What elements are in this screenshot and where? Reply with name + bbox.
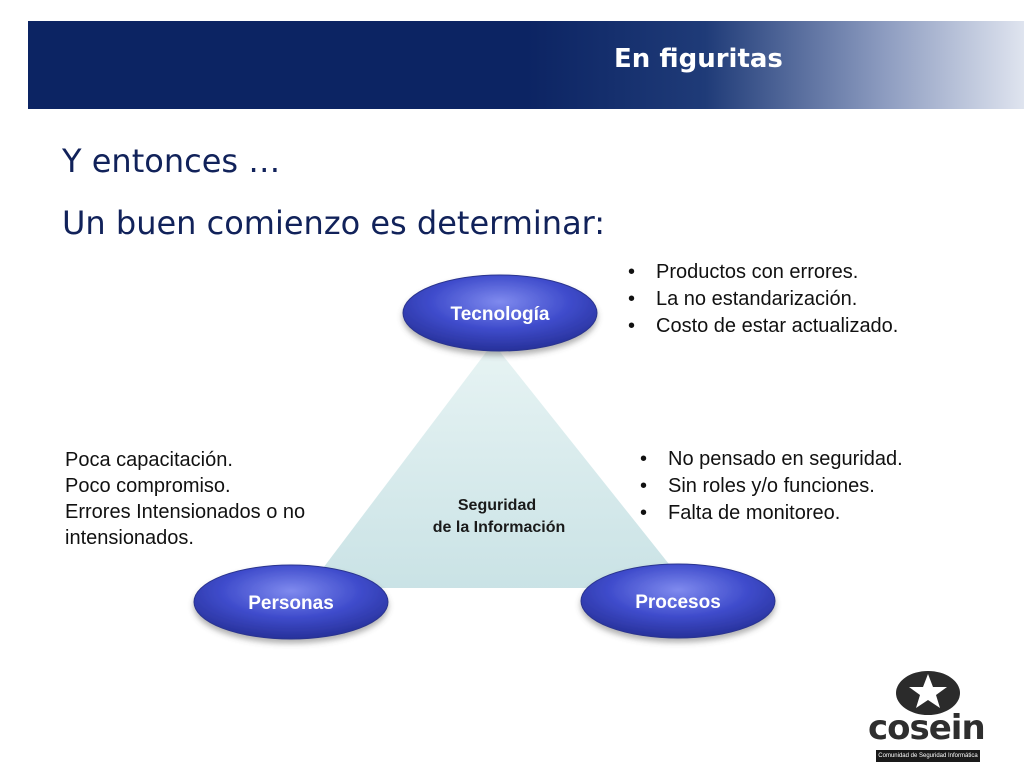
personas-issue: intensionados. <box>65 527 194 549</box>
personas-issue: Errores Intensionados o no <box>65 501 306 523</box>
procesos-issue: • No pensado en seguridad. <box>640 446 903 473</box>
tecnologia-issue: • La no estandarización. <box>628 286 898 313</box>
procesos-issue: • Falta de monitoreo. <box>640 500 903 527</box>
logo-subtitle: Comunidad de Seguridad Informática <box>876 750 980 762</box>
security-triangle <box>308 343 688 588</box>
cosein-logo <box>868 668 984 764</box>
tecnologia-issue: • Costo de estar actualizado. <box>628 313 898 340</box>
procesos-issues-list <box>640 446 903 527</box>
node-personas-label: Personas <box>248 593 334 614</box>
body-line-1: Y entonces … <box>62 142 281 180</box>
tecnologia-issues-list <box>628 259 898 340</box>
center-label-line1: Seguridad <box>457 497 537 514</box>
personas-issue: Poco compromiso. <box>65 475 231 497</box>
logo-wordmark: cosein <box>868 708 985 748</box>
personas-issues-list <box>65 447 305 551</box>
center-label-line2: de la Información <box>432 519 566 536</box>
slide-title: En figuritas <box>614 44 783 74</box>
personas-issue: Poca capacitación. <box>65 449 233 471</box>
node-procesos-label: Procesos <box>635 592 721 613</box>
node-tecnologia-label: Tecnología <box>450 304 550 325</box>
procesos-issue: • Sin roles y/o funciones. <box>640 473 903 500</box>
tecnologia-issue: • Productos con errores. <box>628 259 898 286</box>
body-line-2: Un buen comienzo es determinar: <box>62 204 606 242</box>
